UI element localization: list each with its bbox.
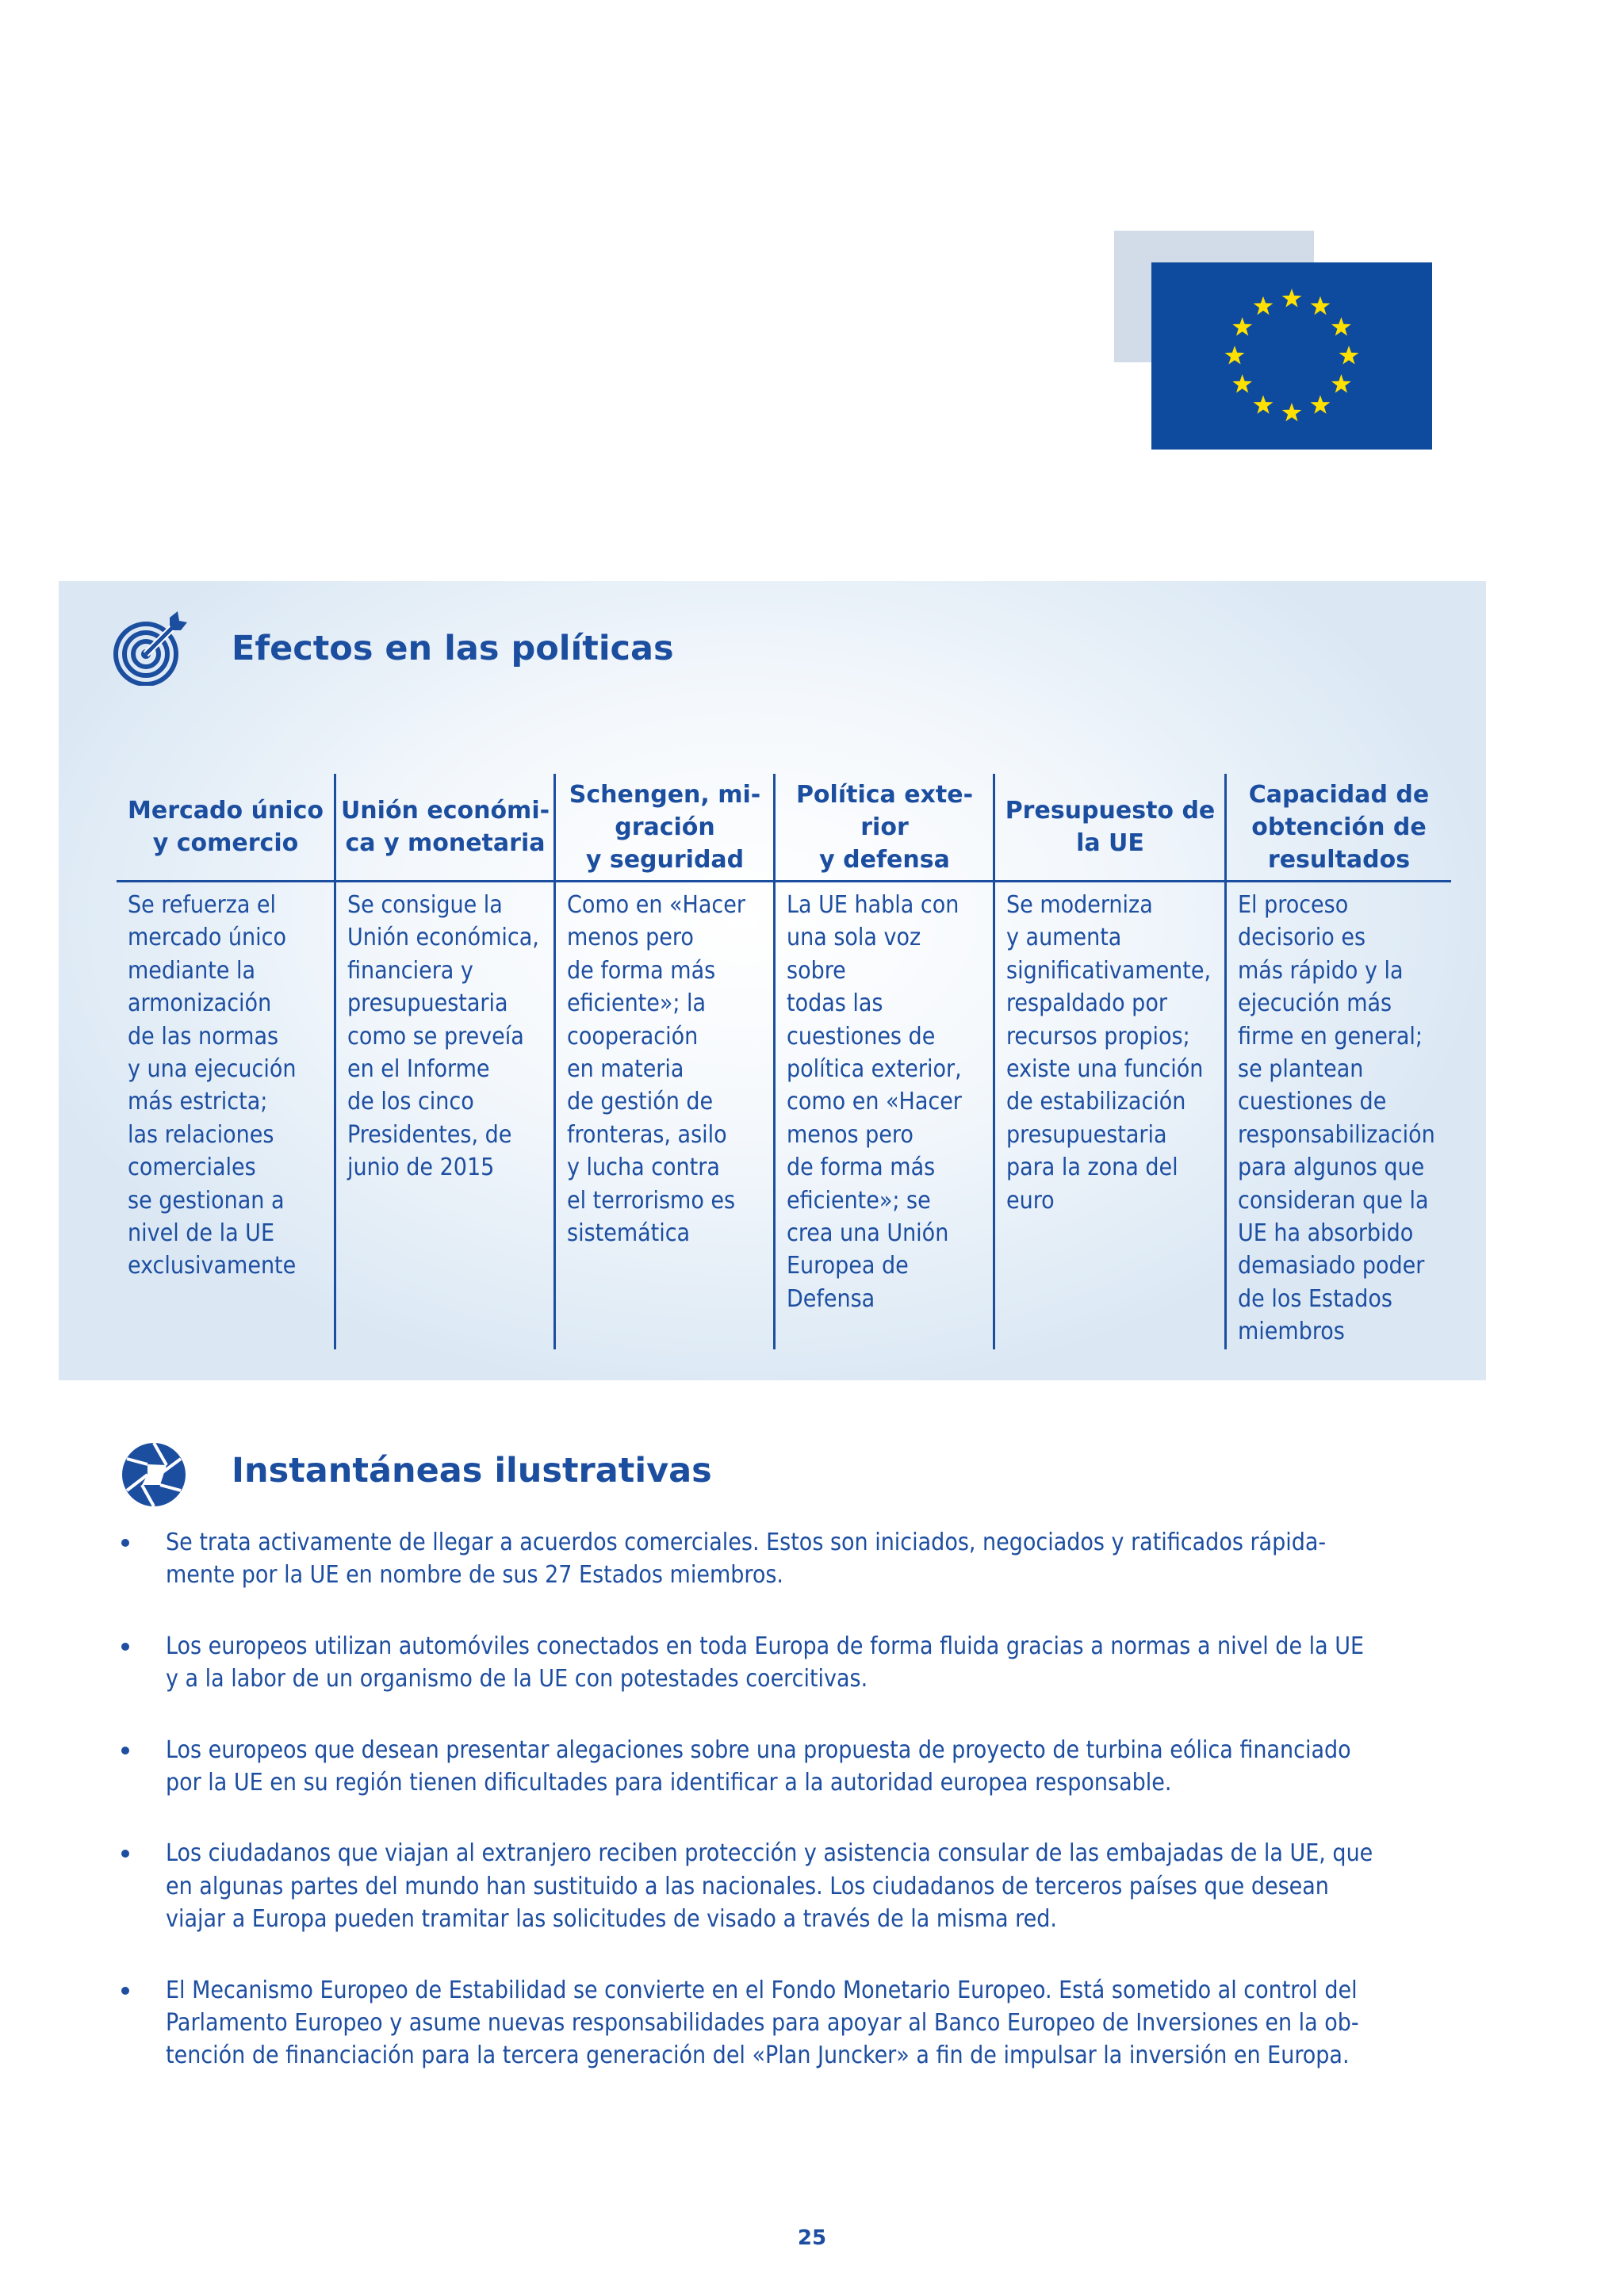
table-column-mercado — [117, 774, 335, 1349]
flag-star-icon — [1331, 317, 1351, 336]
column-body: Se refuerza el mercado único mediante la armonización de las normas y una ejecución más estricta; las relaciones comerciales se gestionan a nivel de la UE exclusivamente — [128, 891, 297, 1280]
flag-star-icon — [1254, 297, 1274, 316]
column-body: Se moderniza y aumenta significativamente, respaldado por recursos propios; existe una función de estabilización presupuestaria para la zona del euro — [1006, 891, 1212, 1215]
list-item — [115, 1526, 1447, 1592]
flag-star-icon — [1311, 395, 1331, 414]
list-item-text: Se trata activamente de llegar a acuerdos comerciales. Estos son iniciados, negociados y ratificados rápida- mente por la UE en nombre de sus 27 Estados miembros. — [166, 1529, 1327, 1590]
policy-effects-panel — [59, 581, 1486, 1380]
column-header: Unión económi- ca y monetaria — [340, 797, 550, 857]
table-column-union-economica — [336, 774, 554, 1349]
list-item — [115, 1630, 1447, 1696]
column-body: Se consigue la Unión económica, financiera y presupuestaria como se preveía en el Informe de los cinco Presidentes, de junio de 2015 — [347, 891, 539, 1182]
bullet-icon — [121, 1539, 129, 1547]
column-header: Presupuesto de la UE — [1005, 797, 1216, 857]
policy-section-title: Efectos en las políticas — [232, 629, 674, 668]
camera-shutter-icon — [121, 1441, 187, 1508]
snapshots-list — [115, 1526, 1447, 2110]
flag-star-icon — [1225, 346, 1245, 365]
table-column-presupuesto — [995, 774, 1225, 1349]
bullet-icon — [121, 1987, 129, 1995]
list-item — [115, 1974, 1447, 2072]
list-item — [115, 1734, 1447, 1800]
flag-star-icon — [1232, 317, 1252, 336]
column-header: Mercado único y comercio — [128, 797, 324, 857]
column-header: Política exte- rior y defensa — [795, 780, 974, 874]
table-column-politica-exterior — [776, 774, 994, 1349]
bullet-icon — [121, 1850, 129, 1858]
column-header: Capacidad de obtención de resultados — [1248, 780, 1430, 874]
eu-flag — [1151, 262, 1432, 450]
column-header: Schengen, mi- gración y seguridad — [569, 780, 761, 874]
flag-star-icon — [1339, 346, 1359, 365]
policy-effects-table — [117, 774, 1451, 1349]
list-item-text: Los europeos que desean presentar alegaciones sobre una propuesta de proyecto de turbina eólica financiado por la UE en su región tienen dificultades para identificar a la autoridad europea responsable. — [166, 1735, 1351, 1797]
flag-star-icon — [1282, 289, 1302, 308]
target-arrow-icon — [113, 610, 189, 686]
table-column-schengen — [556, 774, 774, 1349]
column-body: La UE habla con una sola voz sobre todas las cuestiones de política exterior, como en «Hacer menos pero de forma más eficiente»; se crea una Unión Europea de Defensa — [787, 891, 962, 1313]
bullet-icon — [121, 1643, 129, 1651]
bullet-icon — [121, 1747, 129, 1755]
list-item-text: El Mecanismo Europeo de Estabilidad se convierte en el Fondo Monetario Europeo. Está sometido al control del Parlamento Europeo y asume nuevas responsabilidades para apoyar al Banco Europeo de Inversiones en la ob- tención de financiación para la tercera generación del «Plan Juncker» a fin de impulsar la inversión en Europa. — [166, 1976, 1359, 2070]
page-number: 25 — [797, 2226, 827, 2250]
flag-star-icon — [1254, 395, 1274, 414]
column-body: El proceso decisorio es más rápido y la ejecución más firme en general; se plantean cuestiones de responsabilización para algunos que consideran que la UE ha absorbido demasiado poder de los Estados miembros — [1238, 891, 1435, 1346]
flag-star-icon — [1311, 297, 1331, 316]
column-body: Como en «Hacer menos pero de forma más eficiente»; la cooperación en materia de gestión de fronteras, asilo y lucha contra el terrorismo es sistemática — [567, 891, 745, 1248]
list-item — [115, 1837, 1447, 1935]
eu-flag-stars — [1151, 262, 1432, 450]
list-item-text: Los ciudadanos que viajan al extranjero reciben protección y asistencia consular de las embajadas de la UE, que en algunas partes del mundo han sustituido a las nacionales. Los ciudadanos de terceros países que desean viajar a Europa pueden tramitar las solicitudes de visado a través de la misma red. — [166, 1839, 1373, 1934]
flag-star-icon — [1331, 374, 1351, 393]
table-column-capacidad — [1227, 774, 1451, 1349]
snapshots-section-title: Instantáneas ilustrativas — [232, 1451, 712, 1490]
list-item-text: Los europeos utilizan automóviles conectados en toda Europa de forma fluida gracias a normas a nivel de la UE y a la labor de un organismo de la UE con potestades coercitivas. — [166, 1632, 1365, 1693]
flag-star-icon — [1282, 403, 1302, 422]
flag-star-icon — [1232, 374, 1252, 393]
